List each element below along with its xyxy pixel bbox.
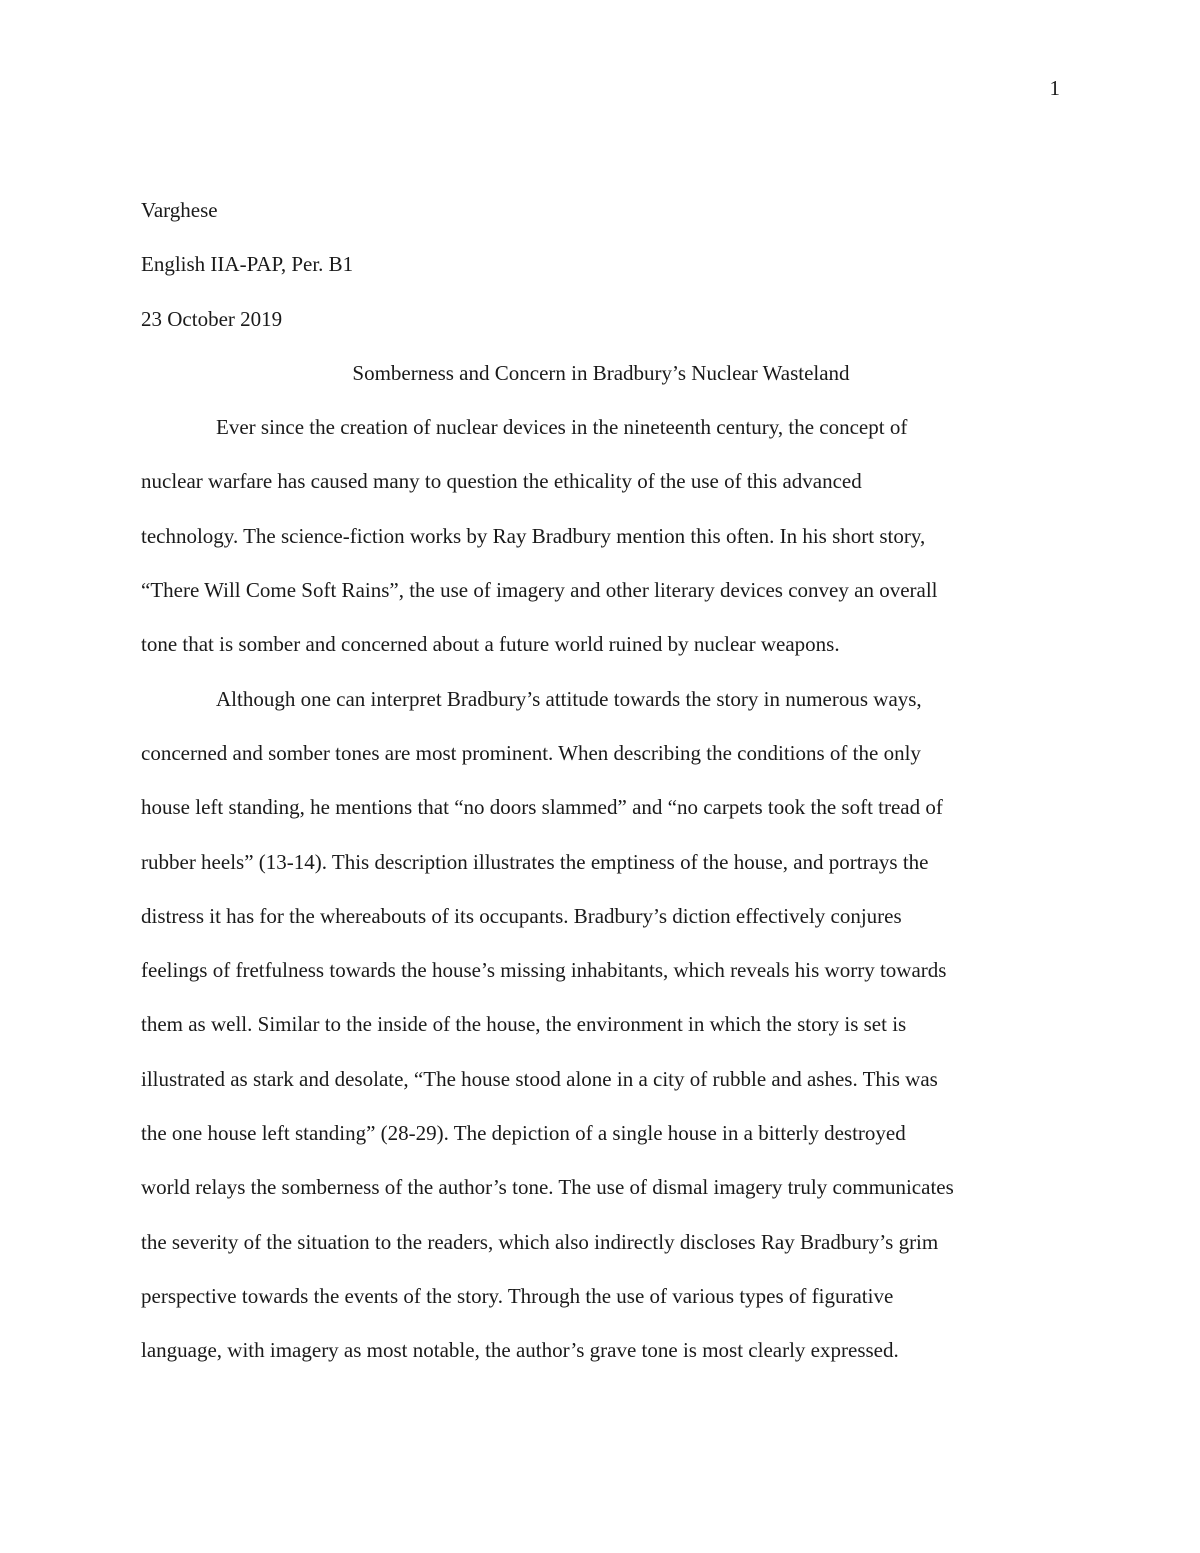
paragraph-line: feelings of fretfulness towards the house’s missing inhabitants, which reveals his worry towards — [141, 958, 947, 983]
paragraph-line: Ever since the creation of nuclear devices in the nineteenth century, the concept of — [216, 415, 908, 440]
course-info: English IIA-PAP, Per. B1 — [141, 252, 354, 277]
paragraph-line: “There Will Come Soft Rains”, the use of imagery and other literary devices convey an overall — [141, 578, 938, 603]
essay-title: Somberness and Concern in Bradbury’s Nuclear Wasteland — [352, 360, 850, 385]
paragraph-line: nuclear warfare has caused many to question the ethicality of the use of this advanced — [141, 469, 862, 494]
paragraph-line: Although one can interpret Bradbury’s attitude towards the story in numerous ways, — [216, 686, 922, 711]
paragraph-line: the one house left standing” (28-29). The depiction of a single house in a bitterly destroyed — [141, 1121, 906, 1146]
paragraph-line: perspective towards the events of the story. Through the use of various types of figurative — [141, 1283, 894, 1308]
paragraph-line: rubber heels” (13-14). This description illustrates the emptiness of the house, and portrays the — [141, 849, 929, 874]
paragraph-line: tone that is somber and concerned about a future world ruined by nuclear weapons. — [141, 632, 840, 657]
essay-date: 23 October 2019 — [141, 306, 283, 331]
paragraph-line: the severity of the situation to the readers, which also indirectly discloses Ray Bradbury’s grim — [141, 1229, 939, 1254]
paragraph-line: distress it has for the whereabouts of its occupants. Bradbury’s diction effectively conjures — [141, 903, 902, 928]
page-number: 1 — [1049, 76, 1060, 100]
author-name: Varghese — [141, 198, 218, 222]
paragraph-1 — [141, 400, 1061, 671]
paragraph-2 — [141, 672, 1061, 1378]
paragraph-line: concerned and somber tones are most prominent. When describing the conditions of the only — [141, 740, 921, 765]
paragraph-line: world relays the somberness of the author’s tone. The use of dismal imagery truly communicates — [141, 1175, 954, 1200]
paragraph-line: technology. The science-fiction works by Ray Bradbury mention this often. In his short story, — [141, 523, 926, 548]
paragraph-line: language, with imagery as most notable, the author’s grave tone is most clearly expressed. — [141, 1338, 899, 1363]
paragraph-line: illustrated as stark and desolate, “The house stood alone in a city of rubble and ashes. This was — [141, 1066, 938, 1091]
paragraph-line: them as well. Similar to the inside of the house, the environment in which the story is set is — [141, 1012, 907, 1037]
essay-body — [141, 183, 1061, 1378]
paragraph-line: house left standing, he mentions that “no doors slammed” and “no carpets took the soft tread of — [141, 795, 943, 820]
